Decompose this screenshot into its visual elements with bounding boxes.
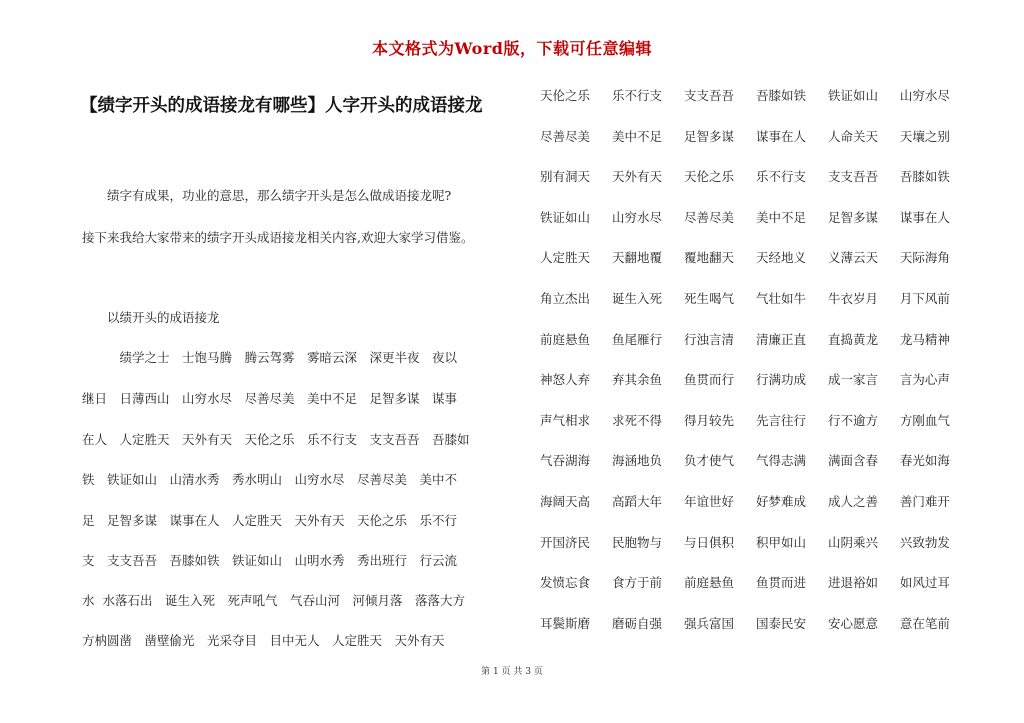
idiom-item: 与日俱积 <box>683 534 734 550</box>
idiom-item: 支支吾吾 <box>683 88 734 103</box>
idiom-item: 磨砺自强 <box>611 615 662 631</box>
idiom-item: 发愤忘食 <box>540 575 591 591</box>
idiom-item: 强兵富国 <box>683 615 734 631</box>
idiom-item: 安心愿意 <box>827 615 878 631</box>
idiom-item: 人命关天 <box>827 128 878 144</box>
idiom-chain-line: 水 水落石出 诞生入死 死声吼气 气吞山河 河倾月落 落落大方 <box>82 593 465 608</box>
idiom-item: 弃其余鱼 <box>611 372 662 388</box>
idiom-item: 龙马精神 <box>899 331 950 347</box>
idiom-item: 年谊世好 <box>683 494 734 509</box>
idiom-item: 好梦难成 <box>755 494 806 509</box>
idiom-item: 如风过耳 <box>899 575 950 591</box>
idiom-item: 开国济民 <box>540 534 591 550</box>
idiom-item: 春光如海 <box>899 453 950 469</box>
idiom-item: 行满功成 <box>755 372 806 388</box>
idiom-item: 谋事在人 <box>899 209 950 225</box>
idiom-item: 天伦之乐 <box>540 88 591 103</box>
idiom-item: 月下风前 <box>899 291 950 306</box>
idiom-item: 鱼尾雁行 <box>611 331 662 347</box>
idiom-item: 吾膝如铁 <box>755 88 806 103</box>
idiom-item: 言为心声 <box>899 372 950 388</box>
idiom-chain-line: 方枘圆凿 凿壁偷光 光采夺目 目中无人 人定胜天 天外有天 <box>82 633 445 648</box>
idiom-item: 善门难开 <box>899 494 950 509</box>
page-footer: 第 1 页 共 3 页 <box>481 667 543 677</box>
idiom-item: 进退裕如 <box>827 575 878 591</box>
idiom-item: 行浊言清 <box>683 331 734 347</box>
idiom-row <box>540 614 950 632</box>
idiom-item: 美中不足 <box>611 128 662 144</box>
idiom-item: 谋事在人 <box>755 128 806 144</box>
idiom-item: 山穷水尽 <box>611 209 662 225</box>
idiom-item: 天壤之别 <box>899 128 950 144</box>
idiom-item: 清廉正直 <box>755 331 806 347</box>
idiom-item: 吾膝如铁 <box>899 169 950 185</box>
idiom-item: 直捣黄龙 <box>827 331 878 347</box>
idiom-item: 天外有天 <box>611 169 662 185</box>
idiom-item: 意在笔前 <box>899 615 950 631</box>
intro-paragraph-line: 绩字有成果，功业的意思，那么绩字开头是怎么做成语接龙呢? <box>82 188 452 203</box>
idiom-item: 天经地义 <box>755 250 806 266</box>
idiom-item: 鱼贯而行 <box>683 372 734 388</box>
idiom-row <box>540 248 950 266</box>
page-title: 【绩字开头的成语接龙有哪些】人字开头的成语接龙 <box>80 96 483 116</box>
idiom-chain-line: 在人 人定胜天 天外有天 天伦之乐 乐不行支 支支吾吾 吾膝如 <box>82 432 470 447</box>
idiom-item: 前庭悬鱼 <box>540 331 591 347</box>
idiom-item: 铁证如山 <box>540 209 591 225</box>
idiom-item: 得月较先 <box>683 412 734 428</box>
idiom-item: 声气相求 <box>540 412 591 428</box>
idiom-item: 行不逾方 <box>827 412 878 428</box>
idiom-row <box>540 86 950 104</box>
idiom-item: 尽善尽美 <box>683 209 734 225</box>
idiom-item: 足智多谋 <box>827 209 878 225</box>
idiom-row <box>540 289 950 307</box>
idiom-item: 气吞湖海 <box>540 453 591 469</box>
idiom-item: 覆地翻天 <box>683 250 734 266</box>
idiom-row <box>540 411 950 429</box>
idiom-item: 高蹈大年 <box>611 494 662 509</box>
idiom-item: 别有洞天 <box>540 169 591 185</box>
idiom-item: 诞生入死 <box>611 291 662 306</box>
idiom-item: 尽善尽美 <box>540 128 591 144</box>
idiom-item: 人定胜天 <box>540 250 591 266</box>
idiom-item: 鱼贯而进 <box>755 575 806 591</box>
idiom-item: 角立杰出 <box>540 291 591 306</box>
idiom-item: 先言往行 <box>755 412 806 428</box>
idiom-item: 天翻地覆 <box>611 250 662 266</box>
idiom-item: 海阔天高 <box>540 494 591 509</box>
idiom-item: 死生喝气 <box>683 291 734 306</box>
idiom-item: 气得志满 <box>755 453 806 469</box>
idiom-item: 足智多谋 <box>683 128 734 144</box>
idiom-row <box>540 370 950 388</box>
idiom-row <box>540 127 950 145</box>
idiom-row <box>540 533 950 551</box>
idiom-item: 乐不行支 <box>611 88 662 103</box>
idiom-chain-line: 铁 铁证如山 山清水秀 秀水明山 山穷水尽 尽善尽美 美中不 <box>82 472 458 487</box>
idiom-row <box>540 573 950 591</box>
idiom-item: 求死不得 <box>611 412 662 428</box>
idiom-item: 负才使气 <box>683 453 734 469</box>
idiom-item: 满面含春 <box>827 453 878 469</box>
idiom-row <box>540 451 950 469</box>
idiom-row <box>540 330 950 348</box>
idiom-chain-line: 绩学之士 士饱马腾 腾云驾雾 雾暗云深 深更半夜 夜以 <box>82 350 458 365</box>
idiom-chain-line: 足 足智多谋 谋事在人 人定胜天 天外有天 天伦之乐 乐不行 <box>82 513 458 528</box>
idiom-item: 民胞物与 <box>611 534 662 550</box>
idiom-item: 天际海角 <box>899 250 950 266</box>
idiom-item: 兴致勃发 <box>899 534 950 550</box>
intro-paragraph-line: 接下来我给大家带来的绩字开头成语接龙相关内容,欢迎大家学习借鉴。 <box>82 230 474 245</box>
idiom-row <box>540 208 950 226</box>
idiom-chain-line: 继日 日薄西山 山穷水尽 尽善尽美 美中不足 足智多谋 谋事 <box>82 391 458 406</box>
idiom-item: 牛衣岁月 <box>827 291 878 306</box>
idiom-item: 海涵地负 <box>611 453 662 469</box>
idiom-item: 前庭悬鱼 <box>683 575 734 591</box>
idiom-item: 国泰民安 <box>755 615 806 631</box>
idiom-item: 支支吾吾 <box>827 169 878 185</box>
idiom-row <box>540 167 950 185</box>
idiom-item: 天伦之乐 <box>683 169 734 185</box>
idiom-item: 食方于前 <box>611 575 662 591</box>
idiom-item: 神怒人弃 <box>540 372 591 388</box>
idiom-item: 山穷水尽 <box>899 88 950 103</box>
idiom-item: 成人之善 <box>827 494 878 509</box>
edit-banner: 本文格式为Word版，下载可任意编辑 <box>372 39 652 58</box>
idiom-item: 耳鬓斯磨 <box>540 615 591 631</box>
idiom-item: 山阴乘兴 <box>827 534 878 550</box>
section-heading: 以绩开头的成语接龙 <box>82 310 220 325</box>
idiom-item: 成一家言 <box>827 372 878 388</box>
idiom-item: 积甲如山 <box>755 534 806 550</box>
idiom-item: 义薄云天 <box>827 250 878 266</box>
idiom-item: 乐不行支 <box>755 169 806 185</box>
idiom-item: 方刚血气 <box>899 412 950 428</box>
idiom-item: 气壮如牛 <box>755 291 806 306</box>
idiom-row <box>540 492 950 510</box>
idiom-item: 美中不足 <box>755 209 806 225</box>
idiom-item: 铁证如山 <box>827 88 878 103</box>
idiom-chain-line: 支 支支吾吾 吾膝如铁 铁证如山 山明水秀 秀出班行 行云流 <box>82 553 458 568</box>
